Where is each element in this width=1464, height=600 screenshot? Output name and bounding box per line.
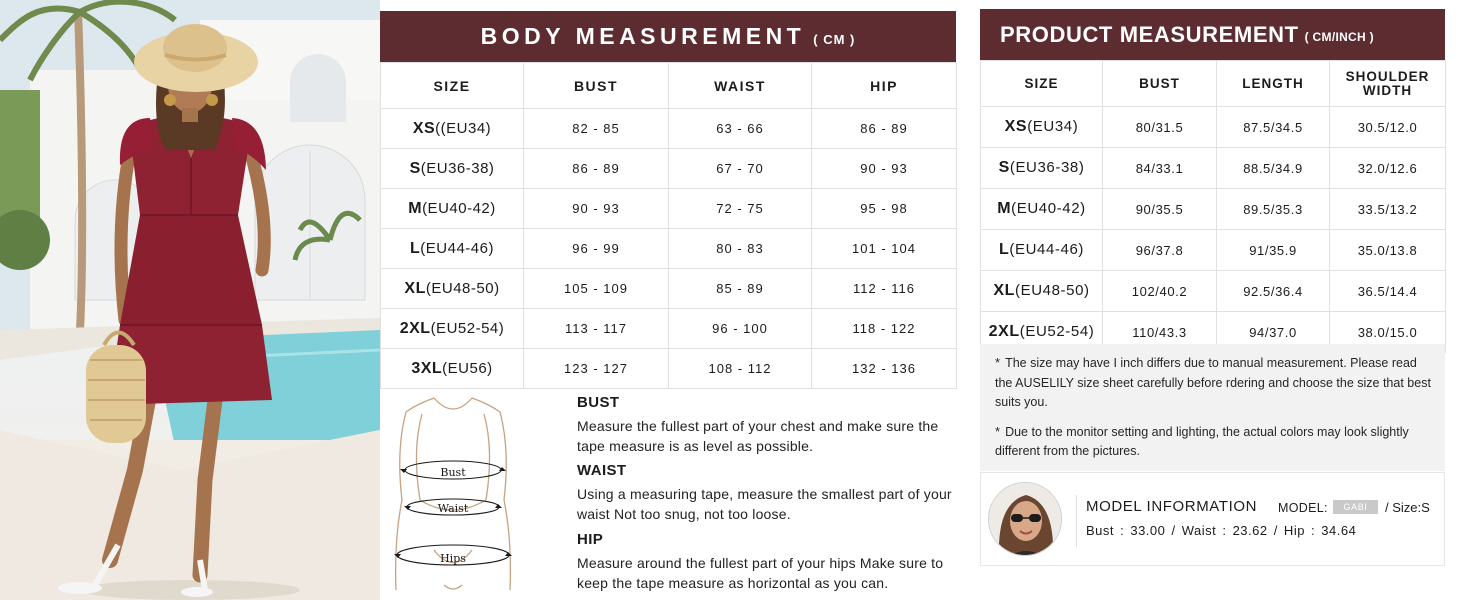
note-size-difference [995,353,1431,413]
bust-cell: 96/37.8 [1103,230,1217,271]
product-measurement-unit: ( CM/INCH ) [1304,30,1374,44]
size-label: 3XL [411,359,443,377]
note-color-difference-text: Due to the monitor setting and lighting, the actual colors may look slightly different from the pictures. [995,424,1409,458]
product-measurement-title: PRODUCT MEASUREMENT [1000,21,1299,47]
model-measurements: Bust : 33.00 / Waist : 23.62 / Hip : 34.64 [1086,523,1357,538]
shoulder-cell: 38.0/15.0 [1330,312,1446,353]
hip-guide-text: Measure around the fullest part of your hips Make sure to keep the tape measure as horizontal as you can. [577,555,944,591]
length-cell: 91/35.9 [1217,230,1330,271]
size-cell [381,309,524,349]
table-row [981,271,1446,312]
bust-cell: 90/35.5 [1103,189,1217,230]
hip-guide-title: HIP [577,531,604,548]
model-avatar-illustration [989,483,1062,556]
shoulder-cell: 35.0/13.8 [1330,230,1446,271]
table-header-row [981,61,1446,107]
column-header-waist: WAIST [669,63,812,109]
note-color-difference [995,422,1431,462]
eu-size: (EU44-46) [1009,241,1084,258]
table-header-row [381,63,957,109]
size-label: XL [404,279,426,297]
size-cell [381,109,524,149]
hip-cell: 95 - 98 [812,189,957,229]
hip-guide [577,531,957,593]
size-label: 2XL [399,319,431,337]
star-icon: * [995,355,1001,370]
model-information-heading: MODEL INFORMATION [1086,498,1258,515]
eu-size: (EU36-38) [420,159,495,177]
length-cell: 88.5/34.9 [1217,148,1330,189]
bust-cell: 90 - 93 [524,189,669,229]
size-label: XS [412,119,436,137]
column-header-size: SIZE [381,63,524,109]
eu-size: (EU52-54) [430,319,505,337]
size-cell [381,229,524,269]
bust-cell: 123 - 127 [524,349,669,389]
column-header-shoulder-width: SHOULDER WIDTH [1330,61,1446,107]
body-measurement-figure [382,390,524,598]
figure-label-hips: Hips [440,552,466,565]
table-row [381,309,957,349]
bust-cell: 113 - 117 [524,309,669,349]
shoulder-cell: 30.5/12.0 [1330,107,1446,148]
length-cell: 92.5/36.4 [1217,271,1330,312]
size-cell [381,149,524,189]
eu-size: (EU36-38) [1009,159,1085,176]
length-cell: 87.5/34.5 [1217,107,1330,148]
table-row [381,149,957,189]
waist-cell: 108 - 112 [669,349,812,389]
size-cell [981,230,1103,271]
bust-guide-title: BUST [577,394,620,411]
size-label: M [997,200,1012,217]
size-label: L [410,239,421,257]
length-cell: 89.5/35.3 [1217,189,1330,230]
size-cell [381,189,524,229]
size-label: S [409,159,421,177]
bust-cell: 110/43.3 [1103,312,1217,353]
product-measurement-header [980,9,1445,60]
size-label: XL [993,282,1016,299]
shoulder-cell: 33.5/13.2 [1330,189,1446,230]
table-row [381,229,957,269]
body-outline-illustration [382,390,524,598]
size-cell [381,349,524,389]
column-header-bust: BUST [1103,61,1217,107]
size-cell [981,107,1103,148]
size-label: M [408,199,423,217]
column-header-length: LENGTH [1217,61,1330,107]
waist-guide-text: Using a measuring tape, measure the smallest part of your waist Not too snug, not too loose. [577,486,952,522]
hip-cell: 90 - 93 [812,149,957,189]
model-avatar [988,482,1062,556]
waist-cell: 80 - 83 [669,229,812,269]
eu-size: (EU56) [442,359,493,377]
bust-cell: 102/40.2 [1103,271,1217,312]
bust-guide [577,394,957,456]
hip-cell: 132 - 136 [812,349,957,389]
hip-cell: 118 - 122 [812,309,957,349]
bust-cell: 82 - 85 [524,109,669,149]
column-header-size: SIZE [981,61,1103,107]
eu-size: (EU52-54) [1019,323,1095,340]
table-row [381,269,957,309]
hip-cell: 101 - 104 [812,229,957,269]
size-cell [981,148,1103,189]
bust-guide-text: Measure the fullest part of your chest and make sure the tape measure is as level as possible. [577,418,939,454]
table-row [981,230,1446,271]
product-measurement-table [980,60,1446,353]
figure-label-waist: Waist [437,502,469,515]
size-label: 2XL [988,323,1020,340]
table-row [981,148,1446,189]
table-row [981,189,1446,230]
star-icon: * [995,423,1001,439]
size-label: L [999,241,1010,258]
size-label: XS [1004,118,1028,135]
waist-cell: 72 - 75 [669,189,812,229]
size-notes [980,344,1445,471]
eu-size: (EU48-50) [1015,282,1090,299]
note-size-difference-text: The size may have I inch differs due to manual measurement. Please read the AUSELILY size sheet carefully before rdering and choose the size that best suits you. [995,356,1431,409]
column-header-bust: BUST [524,63,669,109]
table-row [381,109,957,149]
bust-cell: 105 - 109 [524,269,669,309]
model-size: / Size:S [1385,500,1430,515]
table-row [981,107,1446,148]
model-name-badge: GABI [1333,500,1378,514]
body-measurement-title: BODY MEASUREMENT [480,23,806,49]
eu-size: ((EU34) [435,119,492,137]
waist-cell: 67 - 70 [669,149,812,189]
size-cell [981,189,1103,230]
eu-size: (EU40-42) [422,199,496,217]
eu-size: (EU48-50) [425,279,500,297]
model-label: MODEL: [1278,501,1328,515]
bust-cell: 96 - 99 [524,229,669,269]
size-cell [381,269,524,309]
body-measurement-table [380,62,957,389]
length-cell: 94/37.0 [1217,312,1330,353]
body-measurement-header [380,11,956,62]
size-cell [981,271,1103,312]
model-photo-illustration [0,0,380,600]
body-measurement-unit: ( CM ) [813,31,856,47]
bust-cell: 86 - 89 [524,149,669,189]
eu-size: (EU44-46) [420,239,494,257]
hip-cell: 112 - 116 [812,269,957,309]
model-information-box [980,472,1445,566]
eu-size: (EU34) [1027,118,1079,135]
waist-cell: 85 - 89 [669,269,812,309]
bust-cell: 84/33.1 [1103,148,1217,189]
hip-cell: 86 - 89 [812,109,957,149]
table-row [381,189,957,229]
bust-cell: 80/31.5 [1103,107,1217,148]
eu-size: (EU40-42) [1011,200,1086,217]
size-label: S [998,159,1010,176]
waist-cell: 96 - 100 [669,309,812,349]
waist-guide [577,462,957,524]
column-header-hip: HIP [812,63,957,109]
model-photo [0,0,380,600]
waist-guide-title: WAIST [577,462,627,479]
divider [1076,495,1077,547]
shoulder-cell: 36.5/14.4 [1330,271,1446,312]
figure-label-bust: Bust [440,466,466,479]
shoulder-cell: 32.0/12.6 [1330,148,1446,189]
table-row [381,349,957,389]
waist-cell: 63 - 66 [669,109,812,149]
